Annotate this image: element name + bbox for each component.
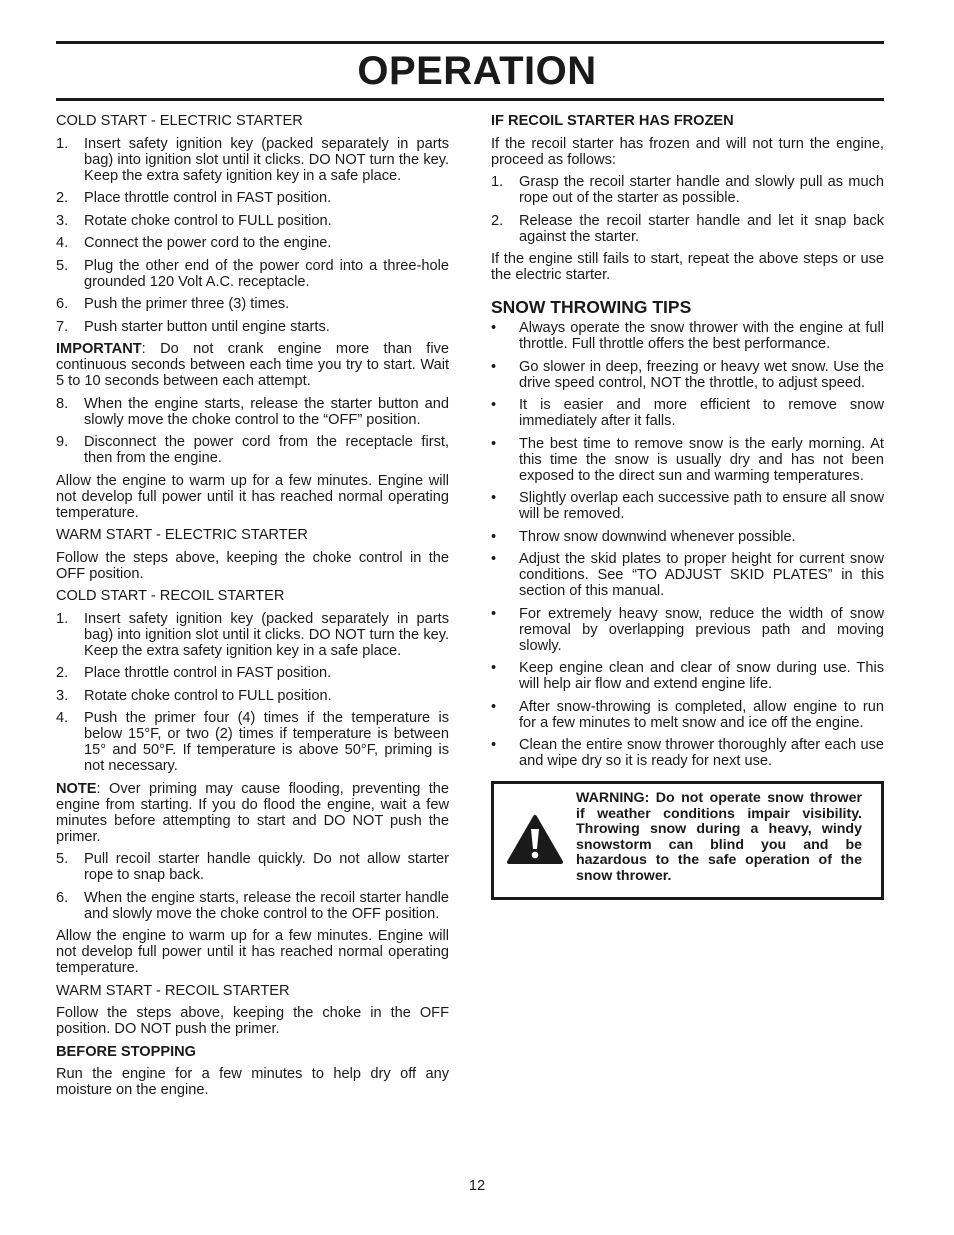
list-item [56, 258, 449, 290]
step-text: Release the recoil starter handle and let it snap back against the starter. [519, 212, 884, 245]
bullet: • [491, 660, 497, 676]
step-number: 3. [56, 212, 69, 229]
step-number: 3. [56, 687, 69, 704]
step-text: Plug the other end of the power cord into a three-hole grounded 120 Volt A.C. receptacle. [84, 257, 449, 290]
list-item [56, 190, 449, 206]
list-item [56, 611, 449, 659]
bullet: • [491, 528, 497, 545]
top-rule [56, 41, 884, 44]
step-text: Rotate choke control to FULL position. [84, 687, 332, 704]
tip-text: Throw snow downwind whenever possible. [519, 528, 796, 545]
list-item [491, 213, 884, 245]
list-item [491, 660, 884, 692]
right-column [491, 113, 884, 900]
tip-text: Go slower in deep, freezing or heavy wet snow. Use the drive speed control, NOT the throttle, to adjust speed. [519, 358, 884, 391]
frozen-steps [491, 174, 884, 245]
frozen-outro: If the engine still fails to start, repeat the above steps or use the electric starter. [491, 251, 884, 283]
bullet: • [491, 358, 497, 375]
list-item [491, 320, 884, 352]
cold-recoil-steps [56, 611, 449, 775]
warning-triangle-icon [506, 814, 564, 866]
list-item [491, 551, 884, 599]
step-number: 2. [491, 212, 504, 229]
tip-text: Adjust the skid plates to proper height for current snow conditions. See “TO ADJUST SKID PLATES” in this section of this manual. [519, 551, 884, 599]
tips-list [491, 320, 884, 769]
page-number: 12 [468, 1178, 486, 1194]
warm-electric-text: Follow the steps above, keeping the choke control in the OFF position. [56, 549, 449, 582]
warning-text: WARNING: Do not operate snow thrower if weather conditions impair visibility. Throwing snow during a heavy, windy snowstorm can blind you and be hazardous to the safe operation of the snow thrower. [576, 790, 862, 884]
step-number: 1. [56, 135, 69, 152]
frozen-heading: IF RECOIL STARTER HAS FROZEN [491, 113, 734, 129]
list-item [491, 699, 884, 731]
step-text: Push the primer four (4) times if the temperature is below 15°F, or two (2) times if temperature is between 15° and 50°F. If temperature is above 50°F, priming is not necessary. [84, 710, 449, 774]
note-label: NOTE [56, 780, 97, 797]
list-item [56, 319, 449, 335]
list-item [491, 490, 884, 522]
tip-text: Always operate the snow thrower with the engine at full throttle. Full throttle offers the best performance. [519, 320, 884, 352]
step-number: 7. [56, 318, 69, 335]
tip-text: For extremely heavy snow, reduce the width of snow removal by overlapping previous path and moving slowly. [519, 605, 884, 654]
tip-text: Slightly overlap each successive path to ensure all snow will be removed. [519, 490, 884, 522]
bullet: • [491, 435, 497, 452]
list-item [491, 359, 884, 391]
warning-box [491, 781, 884, 900]
cold-electric-steps-continued [56, 396, 449, 467]
bullet: • [491, 320, 497, 336]
note-text: : Over priming may cause flooding, preventing the engine from starting. If you do flood the engine, wait a few minutes before attempting to start and DO NOT push the primer. [56, 780, 449, 845]
step-number: 6. [56, 296, 69, 312]
bottom-rule [56, 98, 884, 101]
warm-electric-heading: WARM START - ELECTRIC STARTER [56, 527, 308, 543]
step-number: 1. [491, 174, 504, 190]
priming-note [56, 781, 449, 845]
tip-text: The best time to remove snow is the early morning. At this time the snow is usually dry and has not been exposed to the direct sun and warming temperatures. [519, 435, 884, 484]
before-stopping-text: Run the engine for a few minutes to help dry off any moisture on the engine. [56, 1066, 449, 1098]
bullet: • [491, 698, 497, 715]
left-column [56, 113, 449, 1105]
cold-electric-steps [56, 136, 449, 335]
list-item [491, 397, 884, 429]
step-number: 2. [56, 190, 69, 206]
step-text: Connect the power cord to the engine. [84, 235, 332, 251]
warm-recoil-text: Follow the steps above, keeping the choke in the OFF position. DO NOT push the primer. [56, 1005, 449, 1037]
warm-recoil-heading: WARM START - RECOIL STARTER [56, 982, 290, 999]
warmup-paragraph: Allow the engine to warm up for a few minutes. Engine will not develop full power until it has reached normal operating temperature. [56, 928, 449, 976]
list-item [56, 235, 449, 251]
bullet: • [491, 551, 497, 567]
step-text: Grasp the recoil starter handle and slowly pull as much rope out of the starter as possible. [519, 174, 884, 206]
step-text: Disconnect the power cord from the receptacle first, then from the engine. [84, 434, 449, 466]
tip-text: After snow-throwing is completed, allow engine to run for a few minutes to melt snow and ice off the engine. [519, 698, 884, 731]
page-title: OPERATION [357, 49, 597, 93]
step-number: 4. [56, 710, 69, 726]
step-number: 8. [56, 395, 69, 412]
list-item [56, 136, 449, 184]
list-item [56, 890, 449, 922]
step-text: When the engine starts, release the starter button and slowly move the choke control to the “OFF” position. [84, 395, 449, 428]
step-number: 9. [56, 434, 69, 450]
step-number: 5. [56, 851, 69, 867]
step-text: Place throttle control in FAST position. [84, 190, 332, 206]
warmup-paragraph: Allow the engine to warm up for a few minutes. Engine will not develop full power until it has reached normal operating temperature. [56, 472, 449, 521]
list-item [56, 851, 449, 883]
before-stopping-heading: BEFORE STOPPING [56, 1043, 197, 1060]
step-text: Push the primer three (3) times. [84, 296, 290, 312]
bullet: • [491, 737, 497, 753]
bullet: • [491, 605, 497, 622]
important-note [56, 341, 449, 389]
step-text: Push starter button until engine starts. [84, 318, 330, 335]
step-number: 1. [56, 610, 69, 627]
list-item [56, 213, 449, 229]
cold-recoil-steps-continued [56, 851, 449, 922]
tip-text: Clean the entire snow thrower thoroughly after each use and wipe dry so it is ready for next use. [519, 737, 884, 769]
bullet: • [491, 490, 497, 506]
step-text: When the engine starts, release the recoil starter handle and slowly move the choke control to the OFF position. [84, 889, 449, 922]
tip-text: It is easier and more efficient to remove snow immediately after it falls. [519, 397, 884, 429]
tips-heading: SNOW THROWING TIPS [491, 297, 692, 317]
bullet: • [491, 397, 497, 413]
list-item [56, 710, 449, 774]
step-text: Place throttle control in FAST position. [84, 665, 332, 681]
cold-electric-heading: COLD START - ELECTRIC STARTER [56, 113, 303, 129]
step-text: Insert safety ignition key (packed separately in parts bag) into ignition slot until it clicks. DO NOT turn the key. Keep the extra safety ignition key in a safe place. [84, 610, 449, 659]
tip-text: Keep engine clean and clear of snow during use. This will help air flow and extend engine life. [519, 660, 884, 692]
step-number: 5. [56, 257, 69, 274]
list-item [491, 606, 884, 654]
list-item [56, 434, 449, 466]
step-text: Insert safety ignition key (packed separately in parts bag) into ignition slot until it clicks. DO NOT turn the key. Keep the extra safety ignition key in a safe place. [84, 135, 449, 184]
step-text: Rotate choke control to FULL position. [84, 212, 332, 229]
list-item [491, 529, 884, 545]
step-number: 4. [56, 235, 69, 251]
list-item [56, 665, 449, 681]
important-text: : Do not crank engine more than five continuous seconds between each time you try to start. Wait 5 to 10 seconds between each attempt. [56, 341, 449, 389]
important-label: IMPORTANT [56, 341, 142, 357]
list-item [491, 174, 884, 206]
list-item [56, 688, 449, 704]
list-item [491, 436, 884, 484]
list-item [491, 737, 884, 769]
cold-recoil-heading: COLD START - RECOIL STARTER [56, 588, 285, 604]
frozen-intro: If the recoil starter has frozen and will not turn the engine, proceed as follows: [491, 135, 884, 168]
list-item [56, 296, 449, 312]
step-number: 6. [56, 889, 69, 906]
list-item [56, 396, 449, 428]
step-number: 2. [56, 665, 69, 681]
step-text: Pull recoil starter handle quickly. Do not allow starter rope to snap back. [84, 851, 449, 883]
